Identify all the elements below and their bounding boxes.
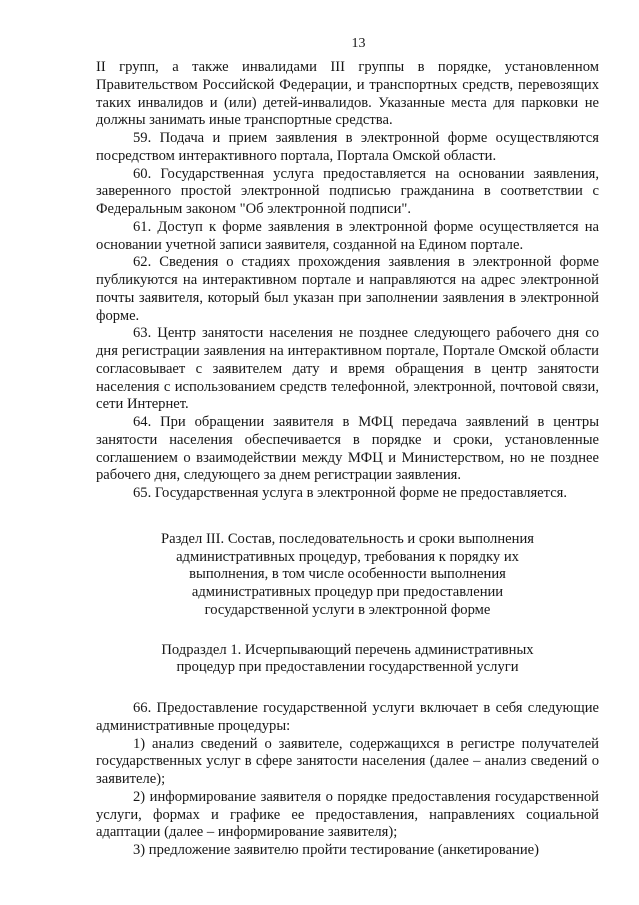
paragraph: 66. Предоставление государственной услуги включает в себя следующие административные процедуры: [96,700,599,734]
body-text-bottom [96,700,599,860]
paragraph: 60. Государственная услуга предоставляется на основании заявления, заверенного простой электронной подписью гражданина в соответствии с Федеральным законом "Об электронной подписи". [96,165,599,217]
section-title: Раздел III. Состав, последовательность и сроки выполнения административных процедур, требования к порядку их выполнения, в том числе особенности выполнения административных процедур при предоставлении государственной услуги в электронной форме [161,530,534,618]
paragraph: 2) информирование заявителя о порядке предоставления государственной услуги, формах и графике ее предоставления, направлениях социальной адаптации (далее – информирование заявителя); [96,788,599,841]
paragraph: 64. При обращении заявителя в МФЦ передача заявлений в центры занятости населения обеспечивается в порядке и сроки, установленные соглашением о взаимодействии между МФЦ и Министерством, но не позднее рабочего дня, следующего за днем регистрации заявления. [96,414,599,484]
paragraph: 1) анализ сведений о заявителе, содержащихся в регистре получателей государственных услуг в сфере занятости населения (далее – анализ сведений о заявителе); [96,735,599,787]
paragraph: 65. Государственная услуга в электронной форме не предоставляется. [133,485,568,501]
subsection-title: Подраздел 1. Исчерпывающий перечень административных процедур при предоставлении государственной услуги [161,641,534,676]
document-page [96,36,599,860]
body-text-top [96,59,599,503]
paragraph: II групп, а также инвалидами III группы в порядке, установленном Правительством Российской Федерации, и транспортных средств, перевозящих таких инвалидов и (или) детей-инвалидов. Указанные места для парковки не должны занимать иные транспортные средства. [96,59,599,129]
paragraph: 3) предложение заявителю пройти тестирование (анкетирование) [133,842,540,858]
paragraph: 61. Доступ к форме заявления в электронной форме осуществляется на основании учетной записи заявителя, созданной на Едином портале. [96,218,599,253]
paragraph: 62. Сведения о стадиях прохождения заявления в электронной форме публикуются на интерактивном портале и направляются на адрес электронной почты заявителя, который был указан при заполнении заявления в электронной форме. [96,254,599,324]
paragraph: 59. Подача и прием заявления в электронной форме осуществляются посредством интерактивного портала, Портала Омской области. [96,130,599,164]
page-number: 13 [351,36,366,51]
paragraph: 63. Центр занятости населения не позднее следующего рабочего дня со дня регистрации заявления на интерактивном портале, Портале Омской области согласовывает с заявителем дату и время обращения в центр занятости населения с использованием средств телефонной, электронной, почтовой связи, сети Интернет. [96,325,599,413]
